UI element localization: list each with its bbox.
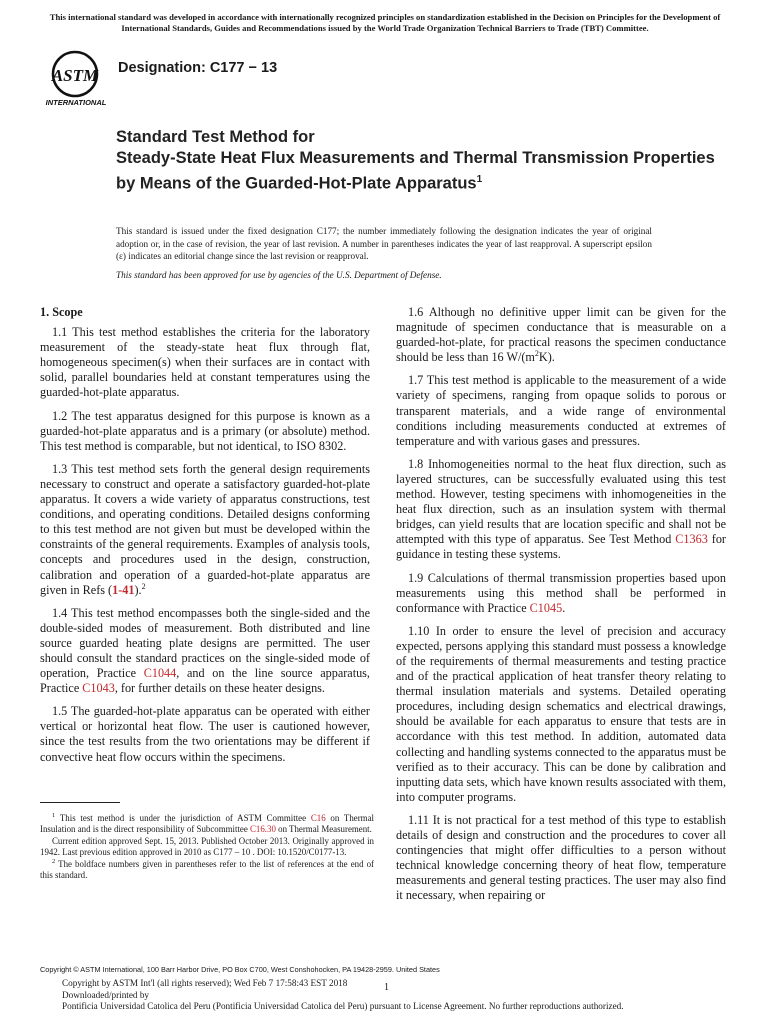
footnote-1-a: This test method is under the jurisdiction of ASTM Committee: [55, 813, 311, 823]
para-1-4-b: , and on the line source apparatus, Practice: [40, 666, 370, 696]
para-1-3: [40, 462, 370, 598]
para-1-4-a: 1.4 This test method encompasses both the single-sided and the double-sided modes of measurement. Both distributed and line source guarded heating plate designs are permitted. The user should consult the standard practices on the single-sided mode of operation, Practice: [40, 605, 370, 681]
link-c16-30[interactable]: C16.30: [250, 824, 276, 835]
para-1-6: [396, 305, 726, 365]
para-1-2: 1.2 The test apparatus designed for this purpose is known as a guarded-hot-plate apparatus and is a primary (or absolute) method. This test method is comparable, but not identical, to ISO 8302.: [40, 408, 370, 453]
title-block: [116, 127, 716, 195]
footnotes: [40, 813, 374, 881]
para-1-8-b: for guidance in testing these systems.: [396, 532, 726, 562]
para-1-4-c: , for further details on these heater designs.: [114, 681, 325, 696]
footnote-1-c: on Thermal Measurement.: [275, 824, 372, 835]
copyright-line: Copyright © ASTM International, 100 Barr Harbor Drive, PO Box C700, West Conshohocken, PA 19428-2959. United States: [40, 965, 440, 974]
link-c1044[interactable]: C1044: [143, 666, 177, 681]
footnote-rule: [40, 802, 120, 803]
license-line-3: Pontificia Universidad Catolica del Peru (Pontificia Universidad Catolica del Peru) pursuant to License Agreement. No further reproductions authorized.: [62, 1001, 624, 1012]
footnote-2-mark-foot: 2: [52, 857, 56, 865]
para-1-8: [396, 457, 726, 563]
footnote-2: [40, 859, 374, 882]
para-1-4: [40, 606, 370, 697]
footnote-1-b: on Thermal Insulation and is the direct responsibility of Subcommittee: [40, 813, 374, 835]
designation: Designation: C177 − 13: [118, 60, 278, 76]
page-number: 1: [384, 982, 389, 993]
license-line-2: Downloaded/printed by: [62, 989, 150, 1000]
para-1-8-a: 1.8 Inhomogeneities normal to the heat flux direction, such as layered structures, can be successfully evaluated using this test method. However, testing specimens with inhomogeneities in the heat flux direction, such as an insulation system with thermal bridges, can yield results that are location specific and shall not be attempted with this type of apparatus. See Test Method: [396, 456, 726, 547]
para-1-6-sup: 2: [534, 349, 539, 359]
para-1-11: 1.11 It is not practical for a test method of this type to establish details of design and construction and the procedures to cover all contingencies that might offer difficulties to a person without technical knowledge concerning theory of heat flow, temperature measurements and general testing practices. The user may also find it necessary, when repairing or: [396, 812, 726, 903]
designation-note: This standard is issued under the fixed designation C177; the number immediately following the designation indicates the year of original adoption or, in the case of revision, the year of last revision. A number in parentheses indicates the year of last reapproval. A superscript epsilon (ε) indicates an editorial change since the last revision or reapproval.: [116, 226, 652, 262]
license-block: [62, 978, 742, 1013]
footnote-2-text: The boldface numbers given in parentheses refer to the list of references at the end of this standard.: [40, 858, 374, 881]
title-footnote-mark: 1: [476, 174, 483, 185]
svg-text:ASTM: ASTM: [51, 66, 99, 85]
ref-link-1-41[interactable]: 1-41: [112, 582, 135, 597]
para-1-3-end: ).: [134, 582, 142, 597]
para-1-5: 1.5 The guarded-hot-plate apparatus can be operated with either vertical or horizontal heat flow. The user is cautioned however, since the test results from the two orientations may be different if convective heat flow occurs within the specimens.: [40, 704, 370, 764]
footnote-1: [40, 813, 374, 836]
para-1-3-text: 1.3 This test method sets forth the general design requirements necessary to construct and operate a satisfactory guarded-hot-plate apparatus. It covers a wide variety of apparatus constructions, test conditions, and operating conditions. Detailed designs conforming to this test method are not given but must be developed within the constraints of the general requirements. Examples of analysis tools, concepts and procedures used in the design, construction, calibration and operation of a guarded-hot-plate apparatus are given in Refs (: [40, 461, 370, 597]
title-text: Steady-State Heat Flux Measurements and Thermal Transmission Properties by Means of the Guarded-Hot-Plate Apparatus: [116, 149, 715, 193]
svg-text:INTERNATIONAL: INTERNATIONAL: [45, 98, 107, 107]
para-1-7: 1.7 This test method is applicable to the measurement of a wide variety of specimens, ranging from opaque solids to porous or transparent materials, and a wide range of environmental conditions including measurements conducted at extremes of temperature and with various gases and pressures.: [396, 373, 726, 448]
wto-notice: This international standard was developed in accordance with internationally recognized principles on standardization established in the Decision on Principles for the Development of International Standards, Guides and Recommendations issued by the World Trade Organization Technical Barriers to Trade (TBT) Committee.: [49, 12, 721, 33]
dod-note: This standard has been approved for use by agencies of the U.S. Department of Defense.: [116, 269, 442, 280]
para-1-6-a: 1.6 Although no definitive upper limit can be given for the magnitude of specimen conductance that is measurable on a guarded-hot-plate, for practical reasons the specimen conductance should be less than 16 W/(m: [396, 305, 726, 365]
para-1-9-a: 1.9 Calculations of thermal transmission properties based upon measurements using this method shall be performed in conformance with Practice: [396, 570, 726, 615]
link-c1045[interactable]: C1045: [529, 600, 563, 615]
left-column: [40, 305, 370, 773]
link-c16[interactable]: C16: [310, 813, 326, 823]
para-1-6-b: K).: [538, 350, 555, 365]
license-line-1: Copyright by ASTM Int'l (all rights reserved); Wed Feb 7 17:58:43 EST 2018: [62, 978, 348, 988]
footnote-edition: Current edition approved Sept. 15, 2013. Published October 2013. Originally approved in 1942. Last previous edition approved in 2010 as C177 – 10 . DOI: 10.1520/C0177-13.: [40, 835, 374, 858]
right-column: [396, 305, 726, 911]
footnote-2-mark: 2: [141, 581, 146, 591]
link-c1363[interactable]: C1363: [675, 532, 708, 547]
scope-heading: 1. Scope: [40, 305, 83, 319]
link-c1043[interactable]: C1043: [82, 681, 115, 696]
astm-logo: [43, 49, 109, 107]
para-1-10: 1.10 In order to ensure the level of precision and accuracy expected, persons applying this standard must possess a knowledge of the requirements of thermal measurements and testing practice and of the practical application of heat transfer theory relating to thermal insulation materials and systems. Detailed operating procedures, including design schematics and electrical drawings, should be available for each apparatus to ensure that tests are in accordance with this test method. In addition, automated data collecting and handling systems connected to the apparatus must be verified as to their accuracy. This can be done by calibration and inputting data sets, which have known results associated with them, into computer programs.: [396, 623, 727, 804]
intro-notes: [116, 225, 652, 281]
para-1-9: [396, 571, 726, 616]
para-1-9-b: .: [562, 600, 566, 615]
title-main: [116, 148, 716, 195]
footnote-1-mark: 1: [52, 812, 56, 820]
para-1-1: 1.1 This test method establishes the criteria for the laboratory measurement of the steady-state heat flux through flat, homogeneous specimen(s) when their surfaces are in contact with solid, parallel boundaries held at constant temperatures using the guarded-hot-plate apparatus.: [40, 325, 370, 400]
title-pre: Standard Test Method for: [116, 128, 315, 146]
